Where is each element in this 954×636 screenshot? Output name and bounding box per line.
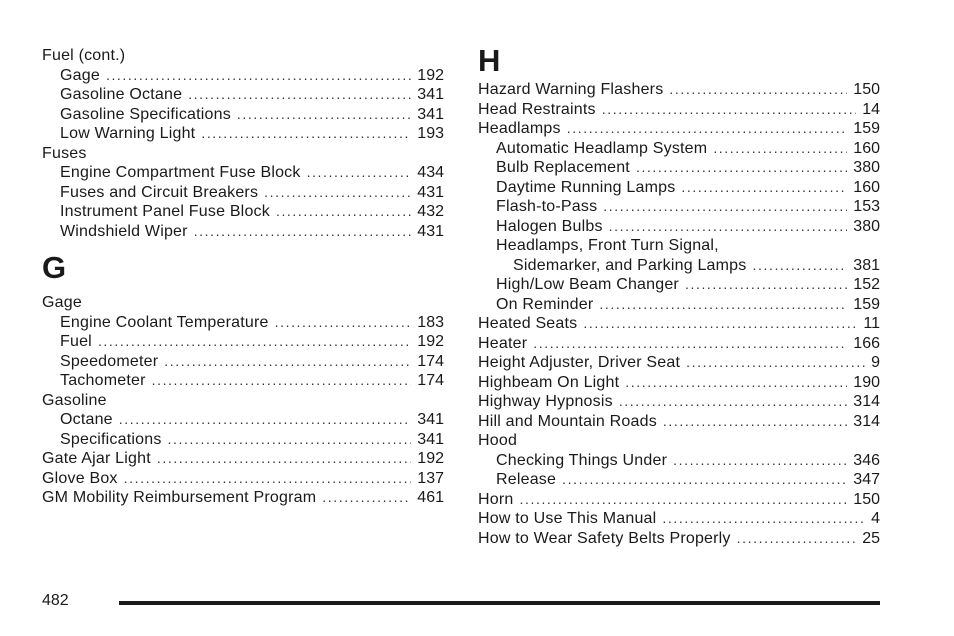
index-entry [478, 334, 880, 354]
index-column-left [42, 46, 444, 508]
page-ref: 461 [417, 489, 444, 506]
page-ref: 431 [417, 222, 444, 240]
entry-text: Gasoline [42, 391, 107, 409]
page-ref: 341 [417, 411, 444, 428]
index-subentry [478, 451, 880, 471]
page-ref: 159 [853, 120, 880, 137]
entry-text: Instrument Panel Fuse Block [60, 203, 270, 220]
index-subentry [42, 352, 444, 372]
page-ref: 341 [417, 430, 444, 448]
dot-leader [519, 490, 847, 510]
index-entry [42, 144, 444, 164]
index-entry [478, 509, 880, 529]
page-ref: 183 [417, 313, 444, 331]
page-ref: 431 [417, 183, 444, 201]
entry-text: How to Wear Safety Belts Properly [478, 529, 731, 547]
section-letter-h: H [478, 43, 501, 78]
index-subentry [478, 256, 880, 276]
page-ref: 14 [862, 100, 880, 118]
entry-text: Highbeam On Light [478, 373, 620, 391]
dot-leader [275, 313, 412, 333]
entry-text: Fuel (cont.) [42, 47, 126, 64]
index-entry [478, 392, 880, 412]
index-block-fuel-fuses [42, 46, 444, 241]
dot-leader [737, 529, 857, 549]
entry-text: Daytime Running Lamps [496, 178, 676, 196]
page-ref: 25 [862, 529, 880, 547]
dot-leader [276, 202, 411, 222]
index-entry [478, 100, 880, 120]
index-entry [478, 353, 880, 373]
index-entry [42, 46, 444, 66]
index-entry [478, 431, 880, 451]
page-ref: 4 [871, 510, 880, 527]
dot-leader [619, 392, 847, 412]
entry-text: Fuses and Circuit Breakers [60, 183, 259, 201]
entry-text: Octane [60, 411, 113, 428]
page-ref: 150 [853, 81, 880, 98]
dot-leader [168, 430, 412, 450]
index-subentry [42, 85, 444, 105]
dot-leader [264, 183, 411, 203]
page-ref: 174 [417, 372, 444, 389]
entry-text: Halogen Bulbs [496, 217, 603, 235]
index-subentry [478, 197, 880, 217]
entry-text: Height Adjuster, Driver Seat [478, 354, 681, 371]
index-entry [478, 490, 880, 510]
entry-text: Gasoline Octane [60, 86, 183, 103]
index-subentry [478, 275, 880, 295]
page-ref: 347 [853, 471, 880, 488]
page-ref: 137 [417, 469, 444, 487]
page-ref: 341 [417, 105, 444, 123]
index-subentry [42, 202, 444, 222]
dot-leader [625, 373, 847, 393]
dot-leader [157, 449, 411, 469]
entry-text: How to Use This Manual [478, 510, 657, 527]
index-subentry [478, 178, 880, 198]
entry-text: Bulb Replacement [496, 159, 630, 176]
index-subentry [42, 222, 444, 242]
entry-text: Gate Ajar Light [42, 450, 151, 467]
footer-rule [119, 601, 880, 605]
index-subentry [478, 217, 880, 237]
index-entry [478, 119, 880, 139]
page-ref: 160 [853, 178, 880, 196]
index-entry [42, 391, 444, 411]
entry-text: Hood [478, 432, 518, 449]
page-ref: 380 [853, 217, 880, 235]
dot-leader [713, 139, 847, 159]
entry-text: Gage [42, 294, 82, 311]
page-ref: 380 [853, 159, 880, 176]
dot-leader [237, 105, 411, 125]
page-ref: 381 [853, 256, 880, 274]
index-entry [478, 314, 880, 334]
entry-text: GM Mobility Reimbursement Program [42, 489, 317, 506]
page-ref: 11 [863, 315, 880, 332]
section-letter-g: G [42, 250, 67, 285]
page-ref: 153 [853, 198, 880, 215]
index-block-h [478, 80, 880, 548]
dot-leader [201, 124, 411, 144]
index-column-right [478, 42, 880, 548]
entry-text: Windshield Wiper [60, 222, 188, 240]
dot-leader [567, 119, 848, 139]
entry-text: Release [496, 471, 557, 488]
entry-text: Sidemarker, and Parking Lamps [513, 256, 747, 274]
page-ref: 159 [853, 295, 880, 313]
dot-leader [673, 451, 847, 471]
page-ref: 9 [871, 354, 880, 371]
index-block-g [42, 293, 444, 508]
index-subentry [42, 66, 444, 86]
entry-text: Checking Things Under [496, 451, 668, 469]
entry-text: Glove Box [42, 469, 118, 487]
page-ref: 160 [853, 139, 880, 157]
index-entry [42, 469, 444, 489]
entry-text: Gage [60, 66, 100, 84]
entry-text: Engine Coolant Temperature [60, 313, 269, 331]
index-entry [478, 412, 880, 432]
page-ref: 192 [417, 333, 444, 350]
entry-text: Flash-to-Pass [496, 198, 598, 215]
index-entry [42, 488, 444, 508]
dot-leader [602, 100, 856, 120]
dot-leader [188, 85, 411, 105]
dot-leader [164, 352, 411, 372]
index-subentry [478, 470, 880, 490]
dot-leader [599, 295, 847, 315]
dot-leader [685, 275, 847, 295]
entry-text: Heated Seats [478, 315, 578, 332]
index-entry [42, 449, 444, 469]
entry-text: Low Warning Light [60, 125, 196, 142]
page-ref: 192 [417, 66, 444, 84]
dot-leader [98, 332, 411, 352]
index-subentry [42, 332, 444, 352]
index-subentry [42, 410, 444, 430]
dot-leader [686, 353, 865, 373]
index-subentry [42, 183, 444, 203]
page-ref: 341 [417, 86, 444, 103]
entry-text: Hill and Mountain Roads [478, 412, 657, 430]
page-ref: 314 [853, 412, 880, 430]
dot-leader [603, 197, 847, 217]
page-ref: 192 [417, 450, 444, 467]
index-subentry [42, 313, 444, 333]
entry-text: Horn [478, 490, 514, 508]
dot-leader [636, 158, 847, 178]
dot-leader [119, 410, 412, 430]
page-ref: 193 [417, 125, 444, 142]
entry-text: High/Low Beam Changer [496, 276, 679, 293]
index-subentry [478, 139, 880, 159]
dot-leader [106, 66, 411, 86]
index-subentry [478, 158, 880, 178]
index-entry [478, 373, 880, 393]
entry-text: Highway Hypnosis [478, 393, 613, 410]
entry-text: Fuses [42, 144, 87, 162]
index-subentry [42, 163, 444, 183]
page-ref: 152 [853, 276, 880, 293]
entry-text: Speedometer [60, 352, 159, 370]
index-subentry [42, 105, 444, 125]
dot-leader [307, 163, 412, 183]
page-ref: 166 [853, 334, 880, 352]
entry-text: Hazard Warning Flashers [478, 81, 664, 98]
index-subentry [42, 124, 444, 144]
index-entry [478, 80, 880, 100]
page-ref: 150 [853, 490, 880, 508]
dot-leader [583, 314, 857, 334]
entry-text: Head Restraints [478, 100, 596, 118]
page-number: 482 [42, 592, 69, 609]
index-subentry [42, 371, 444, 391]
entry-text: Automatic Headlamp System [496, 139, 708, 157]
entry-text: On Reminder [496, 295, 594, 313]
dot-leader [322, 488, 411, 508]
entry-text: Tachometer [60, 372, 146, 389]
page-ref: 174 [417, 352, 444, 370]
dot-leader [609, 217, 848, 237]
dot-leader [124, 469, 412, 489]
entry-text: Headlamps, Front Turn Signal, [496, 237, 719, 254]
page-ref: 314 [853, 393, 880, 410]
entry-text: Engine Compartment Fuse Block [60, 164, 301, 181]
page-ref: 190 [853, 373, 880, 391]
entry-text: Heater [478, 334, 528, 352]
entry-text: Fuel [60, 333, 92, 350]
index-entry [42, 293, 444, 313]
dot-leader [533, 334, 847, 354]
dot-leader [662, 509, 865, 529]
dot-leader [663, 412, 847, 432]
page-ref: 432 [417, 203, 444, 220]
index-subentry [42, 430, 444, 450]
page-ref: 434 [417, 164, 444, 181]
dot-leader [752, 256, 847, 276]
dot-leader [562, 470, 847, 490]
dot-leader [194, 222, 412, 242]
index-entry [478, 529, 880, 549]
index-subentry [478, 236, 880, 256]
dot-leader [681, 178, 847, 198]
entry-text: Headlamps [478, 120, 561, 137]
page-ref: 346 [853, 451, 880, 469]
entry-text: Specifications [60, 430, 162, 448]
dot-leader [152, 371, 412, 391]
index-subentry [478, 295, 880, 315]
dot-leader [669, 80, 847, 100]
entry-text: Gasoline Specifications [60, 105, 231, 123]
